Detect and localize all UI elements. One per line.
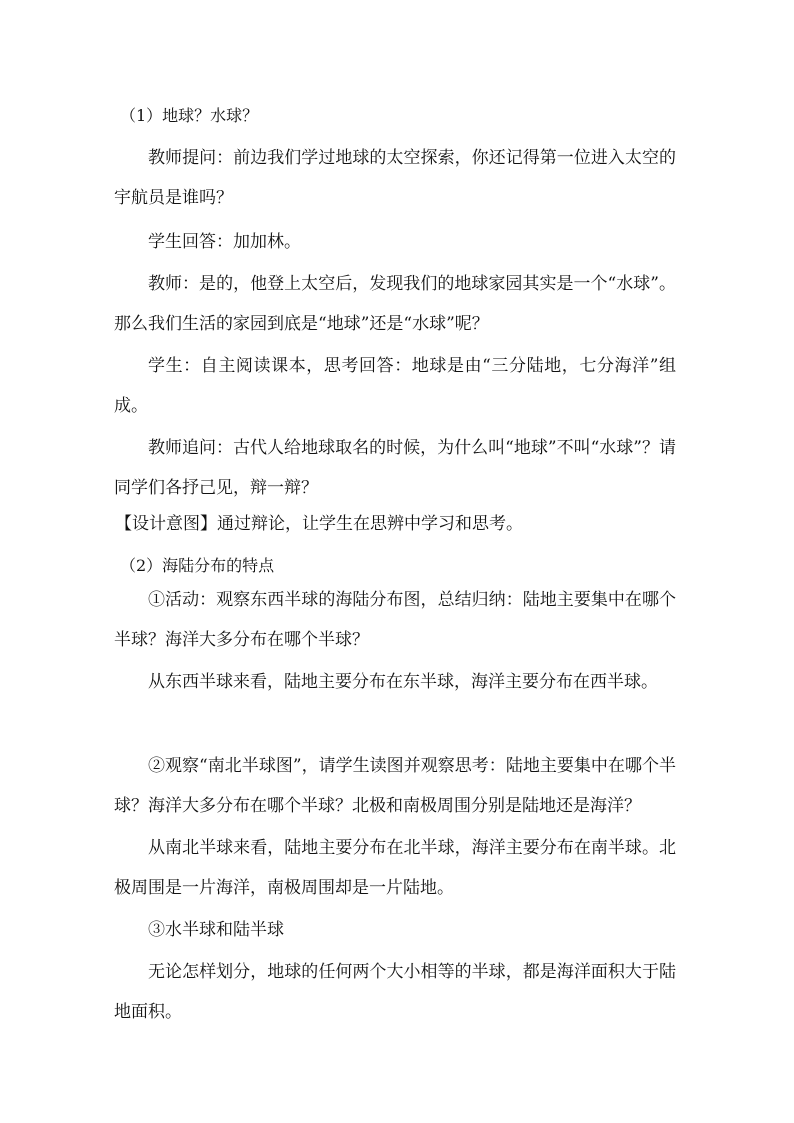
paragraph-activity-east-west: ①活动：观察东西半球的海陆分布图，总结归纳：陆地主要集中在哪个半球？海洋大多分布在哪个半球？	[114, 590, 676, 650]
paragraph-teacher-question: 教师提问：前边我们学过地球的太空探索，你还记得第一位进入太空的宇航员是谁吗？	[114, 148, 676, 208]
paragraph-teacher-followup: 教师追问：古代人给地球取名的时候，为什么叫“地球”不叫“水球”？请同学们各抒己见，辩一辩？	[114, 438, 676, 498]
paragraph-teacher-reply: 教师：是的，他登上太空后，发现我们的地球家园其实是一个“水球”。那么我们生活的家园到底是“地球”还是“水球”呢？	[114, 274, 676, 334]
paragraph-water-land-hemisphere: ③水半球和陆半球	[148, 920, 284, 940]
design-intent-note: 【设计意图】通过辩论，让学生在思辨中学习和思考。	[115, 514, 523, 534]
section-1-heading: （1）地球？水球？	[120, 106, 259, 125]
paragraph-east-west-conclusion: 从东西半球来看，陆地主要分布在东半球，海洋主要分布在西半球。	[148, 672, 658, 692]
paragraph-ocean-area-conclusion: 无论怎样划分，地球的任何两个大小相等的半球，都是海洋面积大于陆地面积。	[114, 962, 676, 1022]
paragraph-observe-north-south: ②观察“南北半球图”，请学生读图并观察思考：陆地主要集中在哪个半球？海洋大多分布在哪个半球？北极和南极周围分别是陆地还是海洋？	[114, 756, 676, 816]
paragraph-student-reading: 学生：自主阅读课本，思考回答：地球是由“三分陆地，七分海洋”组成。	[114, 356, 676, 416]
section-2-heading: （2）海陆分布的特点	[120, 556, 275, 575]
paragraph-north-south-conclusion: 从南北半球来看，陆地主要分布在北半球，海洋主要分布在南半球。北极周围是一片海洋，南极周围却是一片陆地。	[114, 838, 676, 898]
paragraph-student-answer: 学生回答：加加林。	[148, 232, 301, 252]
